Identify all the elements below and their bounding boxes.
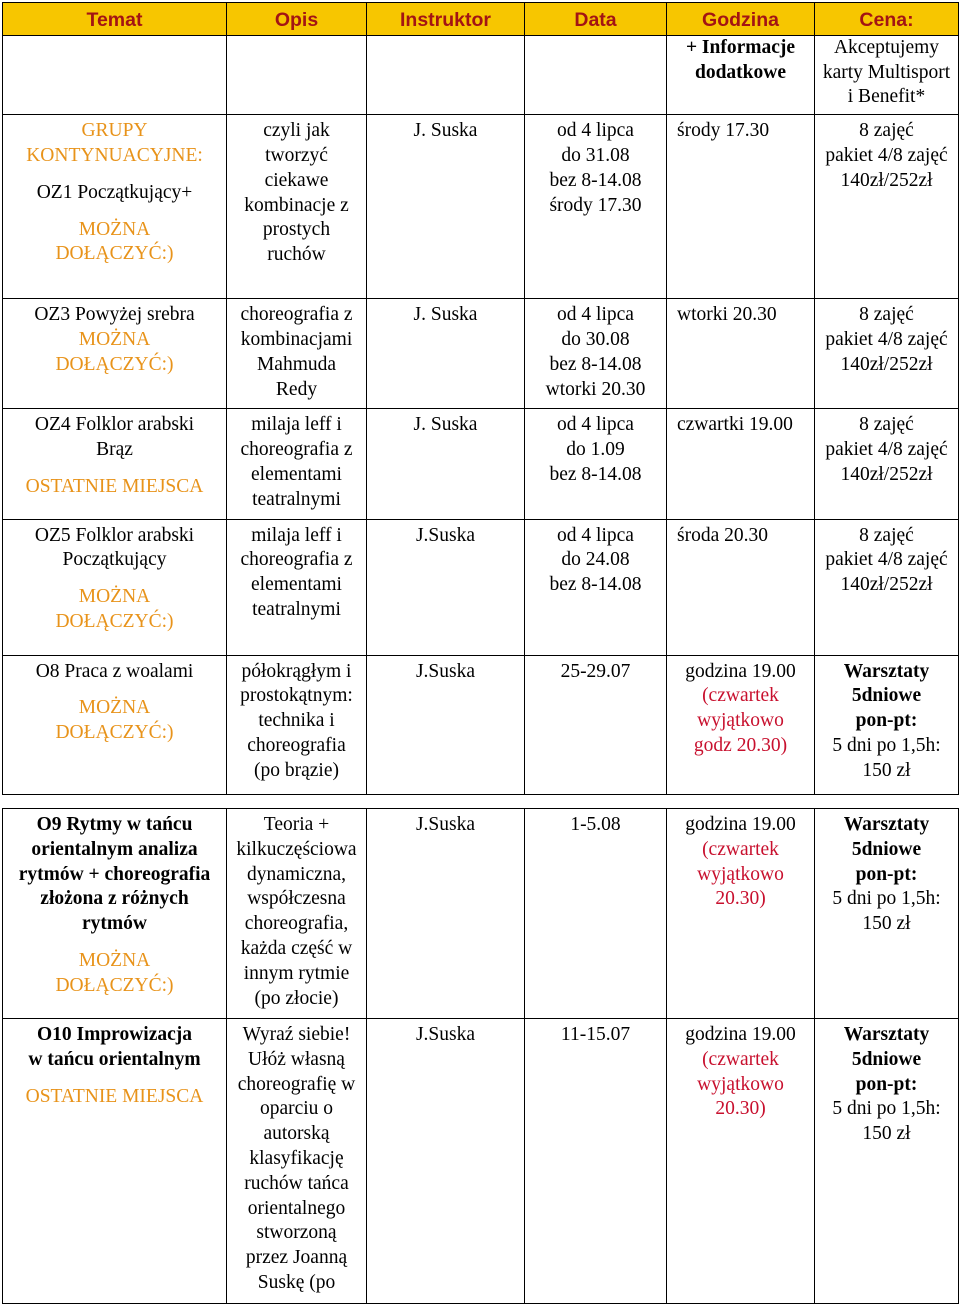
instructor-cell: J. Suska [367,299,525,409]
text-line: Teoria + [263,814,330,835]
hour-cell [667,519,815,655]
text-line: ruchów tańca [244,1172,349,1194]
text-line: 11-15.07 [560,1024,631,1045]
text-line: innym rytmie [243,962,350,984]
text-line: orientalnego [247,1197,346,1219]
header-godzina-sub [667,35,815,114]
text-line: pakiet 4/8 zajęć [825,549,948,571]
hour-cell [667,655,815,794]
text-line: 140zł/252zł [840,353,933,375]
status-badge: MOŻNA [78,328,151,350]
header-godzina: Godzina [667,3,815,36]
text-line: wyjątkowo [697,1073,784,1095]
hour-cell [667,809,815,1019]
table-row [3,1019,959,1304]
text-line: kilkuczęściowa [236,838,357,860]
text-line: 5 dni po 1,5h: [832,888,941,910]
text-line: OZ1 Początkujący+ [36,181,193,203]
date-cell [525,809,667,1019]
text-line: + Informacje [685,36,796,58]
text-line: w tańcu orientalnym [28,1048,201,1070]
header-instruktor: Instruktor [367,3,525,36]
header-temat: Temat [3,3,227,36]
hour-cell [667,1019,815,1304]
status-badge: MOŻNA [78,697,151,719]
text-line: do 1.09 [566,439,625,461]
text-line: 150 zł [862,1123,911,1145]
date-cell [525,299,667,409]
hour-cell [667,299,815,409]
text-line: godz 20.30) [693,734,788,756]
hour-cell [667,115,815,299]
text-line: od 4 lipca [557,304,634,326]
date-cell [525,655,667,794]
text-line: 5dniowe [851,838,922,860]
text-line: OZ5 Folklor arabski [34,524,195,546]
text-line: pakiet 4/8 zajęć [825,328,948,350]
text-line: 20.30) [715,1098,766,1120]
text-line: OZ3 Powyżej srebra [34,304,195,326]
text-line: OZ4 Folklor arabski [34,414,195,436]
text-line: prostych [262,219,331,241]
desc-cell [227,519,367,655]
status-badge: MOŻNA [78,218,151,240]
text-line: 140zł/252zł [840,574,933,596]
price-cell [815,655,959,794]
instructor-cell: J.Suska [367,655,525,794]
text-line: technika i [258,710,335,732]
text-line: 1-5.08 [570,814,621,835]
header-opis: Opis [227,3,367,36]
text-line: 25-29.07 [560,660,631,682]
table-row [3,655,959,794]
price-cell [815,299,959,409]
header-row [3,3,959,36]
price-cell [815,409,959,519]
text-line: bez 8-14.08 [549,169,642,191]
desc-cell [227,655,367,794]
topic-cell [3,409,227,519]
table-row [3,809,959,1019]
header-sub-row [3,35,959,114]
instructor-cell: J. Suska [367,409,525,519]
text-line: środy 17.30 [549,194,642,216]
text-line: teatralnymi [252,488,341,510]
text-line: złożona z różnych [40,888,189,910]
price-cell [815,519,959,655]
text-line: 5 dni po 1,5h: [832,734,941,756]
text-line: Początkujący [62,549,167,571]
desc-cell [227,1019,367,1304]
text-line: teatralnymi [252,598,341,620]
text-line: (czwartek [702,685,779,707]
text-line: przez Joanną [245,1247,348,1269]
text-line: elementami [251,574,342,596]
text-line: Warsztaty [843,1024,930,1045]
text-line: DOŁĄCZYĆ:) [55,243,174,265]
text-line: do 24.08 [561,549,630,571]
text-line: środa 20.30 [677,524,768,546]
text-line: 5dniowe [851,1048,922,1070]
text-line: rytmów [82,913,147,935]
text-line: kombinacjami [240,328,353,350]
text-line: dodatkowe [694,61,787,83]
text-line: od 4 lipca [557,414,634,436]
hour-cell [667,409,815,519]
text-line: godzina 19.00 [685,814,796,835]
text-line: karty Multisport [822,61,951,83]
text-line: bez 8-14.08 [549,574,642,596]
text-line: 5 dni po 1,5h: [832,1098,941,1120]
text-line: choreografia z [240,304,353,326]
text-line: O9 Rytmy w tańcu [36,814,193,835]
header-data: Data [525,3,667,36]
text-line: pon-pt: [855,710,918,732]
text-line: 8 zajęć [859,304,914,326]
instructor-cell: J.Suska [367,1019,525,1304]
text-line: pakiet 4/8 zajęć [825,439,948,461]
text-line: (czwartek [702,1048,779,1070]
text-line: DOŁĄCZYĆ:) [55,722,174,744]
text-line: każda część w [240,937,353,959]
text-line: DOŁĄCZYĆ:) [55,974,174,996]
text-line: choreografia z [240,439,353,461]
text-line: tworzyć [265,144,328,166]
text-line: milaja leff i [251,414,342,436]
desc-cell [227,299,367,409]
text-line: wyjątkowo [697,710,784,732]
text-line: pon-pt: [855,863,918,885]
text-line: choreografia z [240,549,353,571]
text-line: O10 Improwizacja [36,1024,193,1045]
text-line: prostokątnym: [240,685,353,707]
text-line: KONTYNUACYJNE: [26,144,203,166]
text-line: DOŁĄCZYĆ:) [55,353,174,375]
text-line: 8 zajęć [859,414,914,436]
desc-cell [227,409,367,519]
text-line: (po brązie) [254,759,339,781]
status-badge: OSTATNIE MIEJSCA [25,475,204,497]
schedule-table [2,2,959,795]
text-line: bez 8-14.08 [549,353,642,375]
status-badge: MOŻNA [78,586,151,608]
header-cena: Cena: [815,3,959,36]
text-line: choreografię w [237,1073,356,1095]
text-line: pakiet 4/8 zajęć [825,144,948,166]
text-line: ruchów [267,244,326,266]
text-line: stworzoną [256,1222,337,1244]
topic-cell [3,655,227,794]
text-line: 8 zajęć [859,120,914,142]
text-line: czyli jak [263,120,330,142]
topic-cell [3,299,227,409]
instructor-cell: J.Suska [367,519,525,655]
text-line: O8 Praca z woalami [35,660,194,682]
text-line: 5dniowe [851,685,922,707]
date-cell [525,115,667,299]
text-line: czwartki 19.00 [677,414,793,436]
table-row [3,519,959,655]
text-line: Warsztaty [843,660,930,682]
price-cell [815,809,959,1019]
text-line: elementami [251,463,342,485]
topic-cell [3,519,227,655]
text-line: Redy [275,378,318,400]
text-line: Ułóż własną [248,1048,345,1070]
table-row [3,409,959,519]
date-cell [525,409,667,519]
text-line: 20.30) [715,888,766,910]
instructor-cell: J.Suska [367,809,525,1019]
topic-cell [3,115,227,299]
price-cell [815,1019,959,1304]
text-line: 150 zł [862,759,911,781]
date-cell [525,519,667,655]
text-line: choreografia [247,734,346,756]
text-line: autorską [263,1123,330,1145]
text-line: DOŁĄCZYĆ:) [55,610,174,632]
text-line: Brąz [96,439,133,461]
table-row [3,299,959,409]
text-line: 150 zł [862,913,911,935]
schedule-table-continued [2,808,959,1304]
text-line: wtorki 20.30 [677,304,777,326]
text-line: Suskę (po [257,1271,336,1293]
text-line: (czwartek [702,838,779,860]
text-line: ciekawe [264,169,329,191]
text-line: bez 8-14.08 [549,463,642,485]
text-line: 140zł/252zł [840,169,933,191]
text-line: wtorki 20.30 [545,378,646,400]
text-line: godzina 19.00 [685,660,796,682]
text-line: do 30.08 [561,328,630,350]
text-line: 140zł/252zł [840,463,933,485]
text-line: wyjątkowo [697,863,784,885]
desc-cell [227,809,367,1019]
text-line: milaja leff i [251,524,342,546]
text-line: od 4 lipca [557,120,634,142]
text-line: do 31.08 [561,144,630,166]
text-line: Akceptujemy [833,36,940,58]
text-line: pon-pt: [855,1073,918,1095]
text-line: 8 zajęć [859,524,914,546]
topic-cell [3,809,227,1019]
text-line: choreografia, [244,913,349,935]
text-line: (po złocie) [254,987,339,1009]
text-line: GRUPY [81,120,148,142]
text-line: Warsztaty [843,814,930,835]
text-line: dynamiczna, [246,863,347,885]
text-line: oparciu o [259,1098,334,1120]
text-line: orientalnym analiza [31,838,198,860]
status-badge: MOŻNA [78,949,151,971]
price-cell [815,115,959,299]
text-line: współczesna [247,888,346,910]
text-line: Mahmuda [256,353,337,375]
text-line: od 4 lipca [557,524,634,546]
status-badge: OSTATNIE MIEJSCA [25,1085,204,1107]
desc-cell [227,115,367,299]
text-line: Wyraź siebie! [242,1024,351,1045]
instructor-cell: J. Suska [367,115,525,299]
header-cena-sub [815,35,959,114]
table-row [3,115,959,299]
text-line: klasyfikację [249,1147,344,1169]
text-line: i Benefit* [847,86,926,108]
text-line: środy 17.30 [677,120,770,142]
text-line: półokrągłym i [241,660,352,682]
text-line: kombinacje z [244,194,349,216]
date-cell [525,1019,667,1304]
text-line: godzina 19.00 [685,1024,796,1045]
text-line: rytmów + choreografia [18,863,211,885]
topic-cell [3,1019,227,1304]
